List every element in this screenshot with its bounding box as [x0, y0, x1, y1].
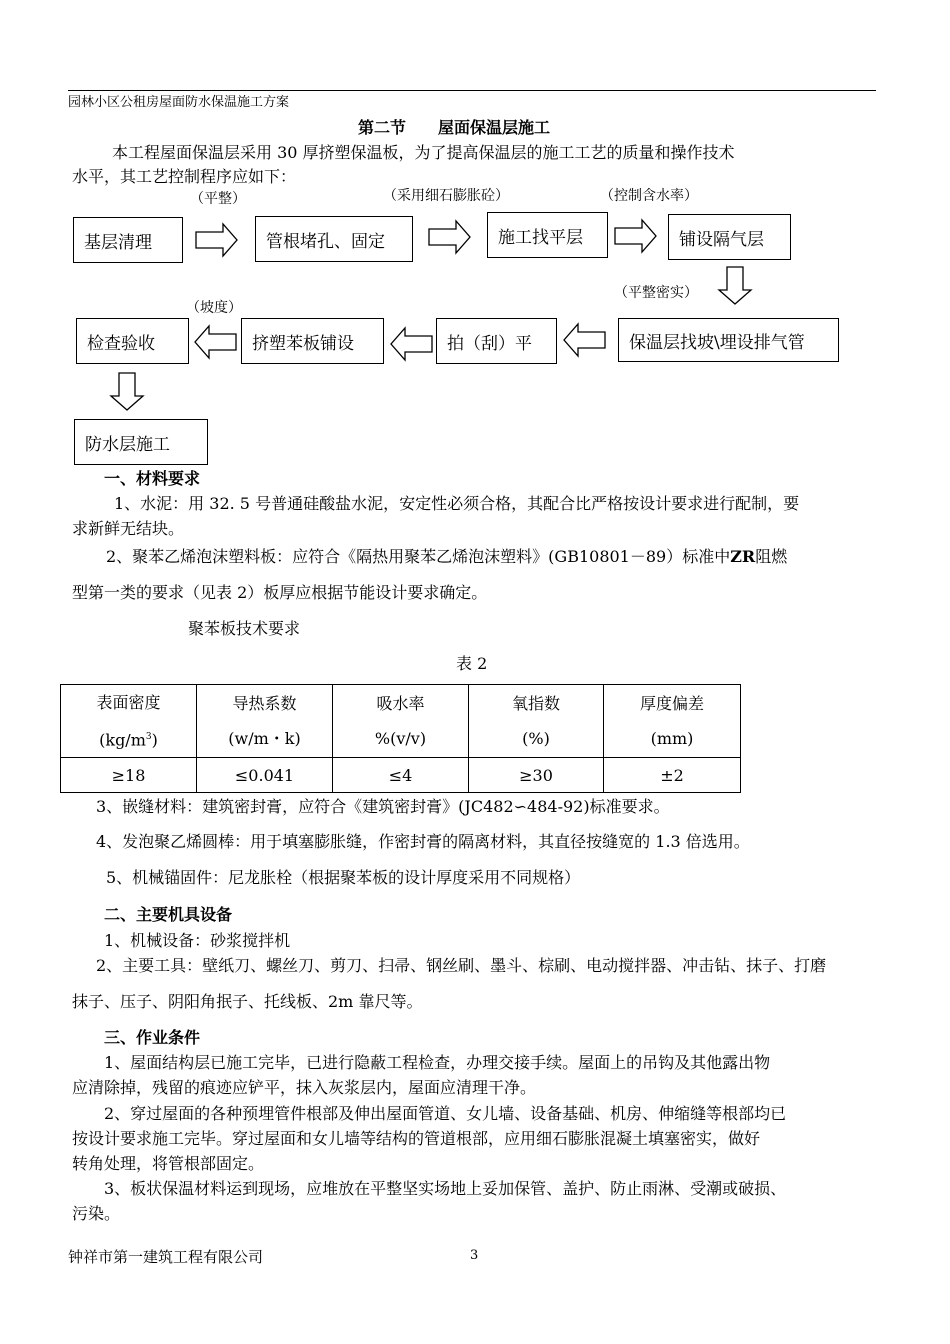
- sec1-p2a: [106, 544, 787, 567]
- header-doc-title: 园林小区公租房屋面防水保温施工方案: [68, 95, 290, 110]
- table-number: 表 2: [456, 654, 488, 673]
- step-zhaoping: 施工找平层: [487, 212, 608, 258]
- note-pingzheng: （平整）: [190, 191, 246, 207]
- sec1-p1a: 1、水泥：用 32. 5 号普通硅酸盐水泥，安定性必须合格，其配合比严格按设计要求进行配制，要: [114, 494, 800, 513]
- sec2-p2b: 抹子、压子、阴阳角抿子、托线板、2m 靠尺等。: [72, 992, 423, 1011]
- table-cell: ≥18: [61, 758, 197, 793]
- arrow-down-icon: [109, 372, 145, 412]
- sec1-p5: 5、机械锚固件：尼龙胀栓（根据聚苯板的设计厚度采用不同规格）: [106, 868, 581, 887]
- sec2-p2a: 2、主要工具：壁纸刀、螺丝刀、剪刀、扫帚、钢丝刷、墨斗、棕刷、电动搅拌器、冲击钻、抹子、打磨: [96, 956, 827, 975]
- step-fangshui: 防水层施工: [74, 419, 208, 465]
- arrow-right-icon: [614, 218, 658, 254]
- note-podu: （坡度）: [186, 300, 242, 316]
- sec3-p3b: 污染。: [72, 1204, 121, 1223]
- sec1-p2a-end: 阻燃: [755, 547, 788, 566]
- arrow-right-icon: [428, 219, 472, 255]
- sec1-p2a-text: 2、聚苯乙烯泡沫塑料板：应符合《隔热用聚苯乙烯泡沫塑料》(GB10801－89）标准中: [106, 547, 731, 566]
- note-xishi: （采用细石膨胀砼）: [383, 188, 509, 204]
- step-jisu: 挤塑苯板铺设: [241, 318, 384, 364]
- table-header-cell: 厚度偏差 (mm): [604, 685, 741, 758]
- section-title: 第二节 屋面保温层施工: [358, 118, 551, 137]
- arrow-left-icon: [193, 324, 237, 360]
- note-hanshui: （控制含水率）: [600, 188, 698, 204]
- table-cell: ≥30: [469, 758, 604, 793]
- step-guangen: 管根堵孔、固定: [255, 216, 413, 262]
- step-geqi: 铺设隔气层: [668, 214, 791, 260]
- polystyrene-spec-table: [60, 684, 741, 793]
- intro-line2: 水平，其工艺控制程序应如下：: [72, 167, 297, 186]
- sec1-p4: 4、发泡聚乙烯圆棒：用于填塞膨胀缝，作密封膏的隔离材料，其直径按缝宽的 1.3 倍选用。: [96, 832, 750, 851]
- sec1-p2b: 型第一类的要求（见表 2）板厚应根据节能设计要求确定。: [72, 583, 488, 602]
- sec3-title: 三、作业条件: [104, 1028, 201, 1047]
- table-header-row: [61, 685, 741, 758]
- footer-company: 钟祥市第一建筑工程有限公司: [68, 1248, 264, 1266]
- table-caption: 聚苯板技术要求: [188, 619, 301, 638]
- table-header-cell: 表面密度 $(kg/m^3)$: [61, 685, 197, 758]
- arrow-right-icon: [195, 222, 239, 258]
- sec3-p2a: 2、穿过屋面的各种预埋管件根部及伸出屋面管道、女儿墙、设备基础、机房、伸缩缝等根部均已: [104, 1104, 787, 1123]
- intro-line1: 本工程屋面保温层采用 30 厚挤塑保温板，为了提高保温层的施工工艺的质量和操作技术: [112, 143, 735, 162]
- sec2-title: 二、主要机具设备: [104, 905, 233, 924]
- table-header-cell: 吸水率 %(v/v): [333, 685, 469, 758]
- step-jiancha: 检查验收: [76, 318, 189, 364]
- arrow-left-icon: [562, 322, 606, 358]
- header-rule: [68, 90, 876, 91]
- table-row: [61, 758, 741, 793]
- footer-page-number: 3: [470, 1248, 479, 1263]
- table-header-cell: 导热系数 (w/m・k): [197, 685, 333, 758]
- sec3-p2b: 按设计要求施工完毕。穿过屋面和女儿墙等结构的管道根部，应用细石膨胀混凝土填塞密实，做好: [72, 1129, 761, 1148]
- step-jiceng: 基层清理: [73, 217, 183, 263]
- arrow-down-icon: [717, 266, 753, 306]
- table-cell: ≤4: [333, 758, 469, 793]
- table-cell: ±2: [604, 758, 741, 793]
- step-zhaopo: 保温层找坡\埋设排气管: [618, 318, 839, 362]
- arrow-left-icon: [389, 326, 433, 362]
- sec1-p1b: 求新鲜无结块。: [72, 519, 185, 538]
- sec3-p1b: 应清除掉，残留的痕迹应铲平，抹入灰浆层内，屋面应清理干净。: [72, 1078, 537, 1097]
- sec1-title: 一、材料要求: [104, 469, 201, 488]
- table-header-cell: 氧指数 (%): [469, 685, 604, 758]
- step-paiping: 拍（刮）平: [436, 318, 557, 364]
- note-mishi: （平整密实）: [614, 285, 698, 301]
- sec2-p1: 1、机械设备：砂浆搅拌机: [104, 931, 291, 950]
- sec3-p2c: 转角处理，将管根部固定。: [72, 1154, 265, 1173]
- sec3-p3a: 3、板状保温材料运到现场，应堆放在平整坚实场地上妥加保管、盖护、防止雨淋、受潮或破损、: [104, 1179, 787, 1198]
- sec1-p3: 3、嵌缝材料：建筑密封膏，应符合《建筑密封膏》(JC482∽484-92)标准要求。: [96, 797, 670, 816]
- sec3-p1a: 1、屋面结构层已施工完毕，已进行隐蔽工程检查，办理交接手续。屋面上的吊钩及其他露出物: [104, 1053, 771, 1072]
- sec1-p2a-bold: ZR: [730, 547, 756, 566]
- table-cell: ≤0.041: [197, 758, 333, 793]
